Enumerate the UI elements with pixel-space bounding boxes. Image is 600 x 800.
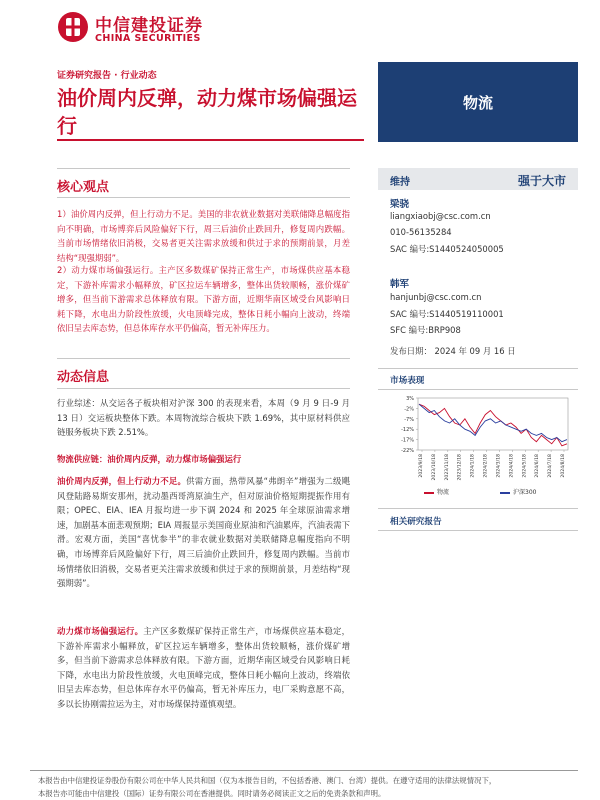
series-logistics-line: [419, 404, 567, 446]
section-divider: [57, 197, 350, 198]
x-tick-label: 2024/6/18: [535, 454, 541, 478]
supply-chain-subheading: 物流供应链：油价周内反弹，动力煤市场偏强运行: [57, 454, 242, 464]
brand-name-en: CHINA SECURITIES: [95, 33, 201, 44]
x-tick-label: 2024/2/18: [483, 454, 489, 478]
series-hs300-line: [419, 404, 567, 442]
y-tick-label: -7%: [404, 416, 414, 423]
x-tick-label: 2024/8/18: [561, 454, 566, 478]
analyst-2-cert2: SFC 编号:BRP908: [390, 325, 461, 335]
dynamic-heading: 动态信息: [57, 370, 110, 385]
section-divider: [378, 530, 578, 531]
footer-disclaimer-2: 本报告亦可能由中信建投（国际）证券有限公司在香港提供。同时请务必阅读正文之后的免责条款和声明。: [38, 789, 386, 798]
x-tick-label: 2023/12/18: [457, 454, 463, 481]
breadcrumb: 证券研究报告 · 行业动态: [57, 71, 157, 81]
x-tick-label: 2024/7/18: [548, 454, 554, 478]
oil-lead: 油价周内反弹，但上行动力不足。: [57, 476, 187, 486]
analyst-1-name: 梁骁: [390, 199, 410, 210]
legend-hs300-swatch: [500, 492, 510, 494]
y-tick-label: -17%: [401, 437, 414, 444]
section-divider: [378, 389, 578, 390]
industry-summary: 行业综述：从交运各子板块相对沪深 300 的表现来看，本周（9 月 9 日-9 月 13 日）交运板块整体下跌。本周物流综合板块下跌 1.69%，其中原材料供应链服务板块下跌 2.51%。: [57, 398, 350, 438]
coal-paragraph: [57, 624, 350, 712]
related-heading: 相关研究报告: [390, 517, 442, 527]
x-tick-label: 2024/3/18: [496, 454, 502, 478]
core-heading: 核心观点: [57, 180, 110, 195]
analyst-2-cert: SAC 编号:S1440519110001: [390, 309, 504, 319]
x-tick-label: 2023/9/18: [419, 454, 424, 478]
core-point-1: 1）油价周内反弹，但上行动力不足。美国的非农就业数据对美联储降息幅度指向不明确，市场博弈后风险偏好下行，周三后油价止跌回升，修复周内跌幅。当前市场情绪依旧消极，交易者更关注需求放缓和供过于求的预期前景，月差结构“现强期弱”。: [57, 209, 350, 263]
oil-paragraph: [57, 474, 350, 591]
legend-logistics-swatch: [424, 492, 434, 494]
market-heading: 市场表现: [390, 376, 425, 386]
core-point-2: 2）动力煤市场偏强运行。主产区多数煤矿保持正常生产，市场煤供应基本稳定，下游补库需求小幅释放，矿区拉运车辆增多，整体出货较顺畅，涨价煤矿增多，但当前下游需求总体释放有限。下游方面，近期华南区域受台风影响日耗下降，水电出力阶段性放缓，火电顶峰完成，整体日耗小幅向上波动，终端依旧呈去库态势，但总体库存水平仍偏高，暂无补库压力。: [57, 265, 350, 334]
analyst-2-email[interactable]: hanjunbj@csc.com.cn: [390, 292, 482, 302]
x-tick-label: 2024/5/18: [522, 454, 528, 478]
footer-divider: [30, 770, 578, 771]
section-divider: [378, 508, 578, 509]
section-divider: [57, 388, 350, 389]
y-tick-label: -12%: [401, 427, 414, 434]
y-tick-label: 3%: [406, 396, 414, 402]
x-tick-label: 2024/4/18: [509, 454, 515, 478]
section-divider: [378, 368, 578, 369]
analyst-2-name: 韩军: [390, 279, 410, 290]
rating-value: 强于大市: [517, 174, 566, 188]
publish-date: 发布日期： 2024 年 09 月 16 日: [390, 346, 516, 356]
legend-hs300-label: 沪深300: [513, 489, 537, 496]
footer-disclaimer-1: 本报告由中信建投证券股份有限公司在中华人民共和国（仅为本报告目的，不包括香港、澳门、台湾）提供。在遵守适用的法律法规情况下，: [38, 776, 497, 785]
market-performance-chart: [390, 392, 578, 504]
industry-banner: [378, 62, 578, 142]
brand-logo: [57, 10, 217, 50]
legend-hs300: [500, 487, 536, 496]
section-divider: [57, 358, 350, 359]
analyst-1-cert: SAC 编号:S1440524050005: [390, 244, 504, 254]
title-divider: [57, 139, 364, 141]
coal-body: 主产区多数煤矿保持正常生产，市场煤供应基本稳定，下游补库需求小幅释放，矿区拉运车辆增多，整体出货较顺畅，涨价煤矿增多，但当前下游需求总体释放有限。下游方面，近期华南区域受台风影响日耗下降，水电出力阶段性放缓，火电顶峰完成，整体日耗小幅向上波动，终端依旧呈去库态势，但总体库存水平仍偏高，暂无补库压力，电厂采购意愿不高，多以长协刚需拉运为主，对市场煤保持谨慎观望。: [57, 626, 350, 709]
brand-logo-icon: [57, 11, 89, 43]
legend-logistics: [424, 487, 449, 496]
rating-label: 维持: [390, 177, 410, 188]
chart-frame: [418, 398, 568, 450]
y-tick-label: -22%: [401, 448, 414, 454]
oil-body: 供需方面，热带风暴“弗朗辛”增强为二级飓风登陆路易斯安那州，扰动墨西哥湾原油生产，但对原油价格短期提振作用有限；OPEC、EIA、IEA 月报均进一步下调 2024 和 2025 年全球原油需求增速，加剧基本面悲观预期；EIA 周报显示美国商业原油和汽油累库，汽油表需下滑。宏观方面，美国“喜忧参半”的非农就业数据对美联储降息幅度指向不明确，市场博弈后风险偏好下行，周三后油价止跌回升，修复周内跌幅。当前市场情绪依旧消极，交易者更关注需求放缓和供过于求的预期前景，月差结构“现强期弱”。: [57, 476, 351, 589]
x-tick-label: 2023/11/18: [444, 454, 450, 481]
industry-label: 物流: [462, 94, 493, 112]
y-tick-label: -2%: [404, 406, 414, 413]
x-tick-label: 2023/10/18: [431, 454, 437, 481]
report-title: 油价周内反弹，动力煤市场偏强运行: [57, 86, 357, 138]
coal-lead: 动力煤市场偏强运行。: [57, 626, 144, 636]
analyst-1-phone: 010-56135284: [390, 227, 452, 237]
section-divider: [57, 168, 350, 169]
x-tick-label: 2024/1/18: [470, 454, 476, 478]
analyst-1-email[interactable]: liangxiaobj@csc.com.cn: [390, 211, 491, 221]
brand-name-cn: 中信建投证券: [95, 16, 203, 36]
rating-bar: [378, 168, 578, 190]
legend-logistics-label: 物流: [437, 489, 450, 496]
